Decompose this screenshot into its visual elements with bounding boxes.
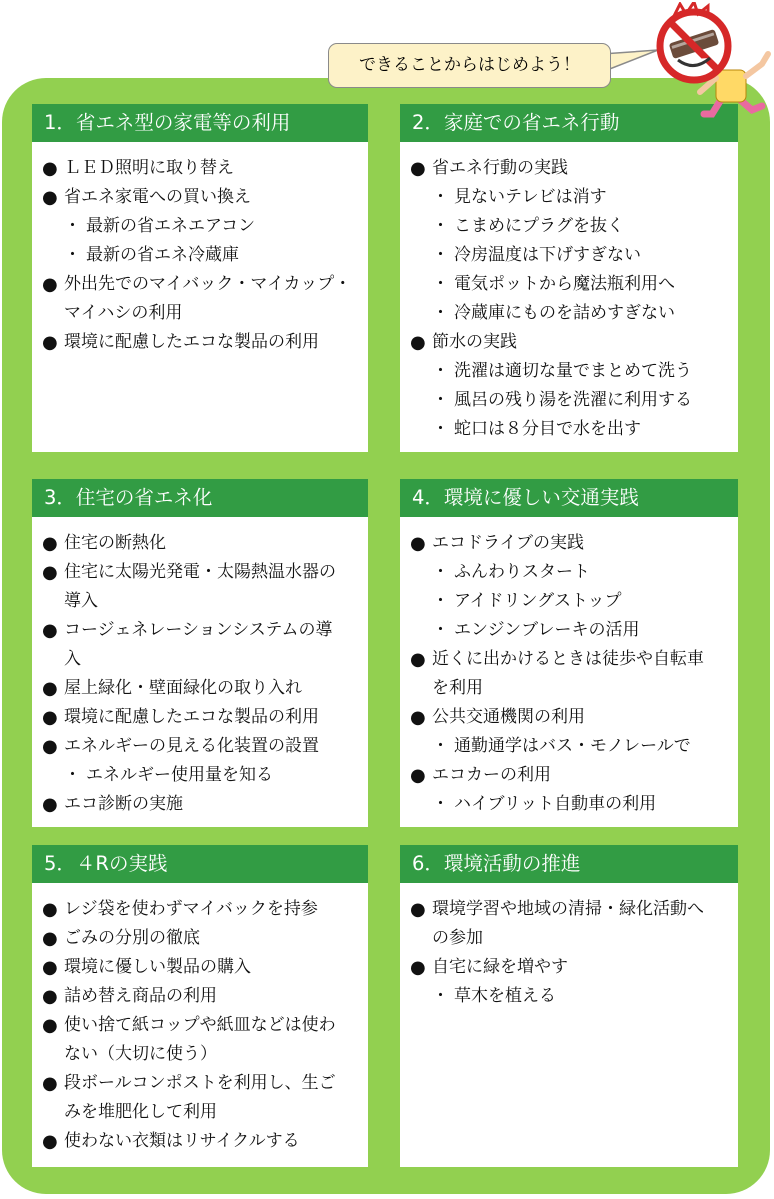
panel-title: 2．家庭での省エネ行動 xyxy=(400,104,738,142)
panel-title: 6．環境活動の推進 xyxy=(400,845,738,883)
sub-list-item: ・ 洗濯は適切な量でまとめて洗う xyxy=(410,359,732,384)
list-item: ● 環境に配慮したエコな製品の利用 xyxy=(42,705,362,730)
sub-list-item: ・ こまめにプラグを抜く xyxy=(410,214,732,239)
item-list xyxy=(42,527,362,817)
item-list xyxy=(410,152,732,442)
sub-list-item: ・ ふんわりスタート xyxy=(410,560,732,585)
sub-list-item: ・ エネルギー使用量を知る xyxy=(42,763,362,788)
list-item: ● 詰め替え商品の利用 xyxy=(42,984,362,1009)
speech-bubble: できることからはじめよう！ xyxy=(328,43,611,88)
list-item: ● 省エネ行動の実践 xyxy=(410,156,732,181)
sub-list-item: ・ 風呂の残り湯を洗濯に利用する xyxy=(410,388,732,413)
list-item: ● レジ袋を使わずマイバックを持参 xyxy=(42,897,362,922)
list-item: 導入 xyxy=(64,591,98,611)
panel-title: 3．住宅の省エネ化 xyxy=(32,479,368,517)
list-item: みを堆肥化して利用 xyxy=(64,1102,217,1122)
item-list xyxy=(410,527,732,817)
sub-list-item: ・ 電気ポットから魔法瓶利用へ xyxy=(410,272,732,297)
list-item: ● ごみの分別の徹底 xyxy=(42,926,362,951)
list-item: ● 近くに出かけるときは徒歩や自転車 xyxy=(410,647,732,672)
sub-list-item: ・ エンジンブレーキの活用 xyxy=(410,618,732,643)
sub-list-item: ・ 最新の省エネ冷蔵庫 xyxy=(42,243,362,268)
list-item: ● 段ボールコンポストを利用し、生ご xyxy=(42,1071,362,1096)
list-item: を利用 xyxy=(432,678,483,698)
list-item: ● エコ診断の実施 xyxy=(42,792,362,817)
list-item: ● 環境に配慮したエコな製品の利用 xyxy=(42,330,362,355)
list-item: ● 省エネ家電への買い換え xyxy=(42,185,362,210)
panel-title: 1．省エネ型の家電等の利用 xyxy=(32,104,368,142)
list-item: 入 xyxy=(64,649,81,669)
list-item: ● ＬＥＤ照明に取り替え xyxy=(42,156,362,181)
list-item: ● 自宅に緑を増やす xyxy=(410,955,732,980)
panel-title: 4．環境に優しい交通実践 xyxy=(400,479,738,517)
list-item: ● 環境に優しい製品の購入 xyxy=(42,955,362,980)
panel-2 xyxy=(400,104,738,452)
list-item: ● 屋上緑化・壁面緑化の取り入れ xyxy=(42,676,362,701)
panel-title: 5．４Rの実践 xyxy=(32,845,368,883)
list-item: ● 外出先でのマイバック・マイカップ・ xyxy=(42,272,362,297)
list-item: ● 住宅の断熱化 xyxy=(42,531,362,556)
sub-list-item: ・ 冷蔵庫にものを詰めすぎない xyxy=(410,301,732,326)
sub-list-item: ・ 冷房温度は下げすぎない xyxy=(410,243,732,268)
list-item: ● エネルギーの見える化装置の設置 xyxy=(42,734,362,759)
list-item: ● 節水の実践 xyxy=(410,330,732,355)
sub-list-item: ・ 通勤通学はバス・モノレールで xyxy=(410,734,732,759)
item-list xyxy=(42,152,362,355)
item-list xyxy=(42,893,362,1154)
list-item: ● 住宅に太陽光発電・太陽熱温水器の xyxy=(42,560,362,585)
list-item: ● エコドライブの実践 xyxy=(410,531,732,556)
sub-list-item: ・ 見ないテレビは消す xyxy=(410,185,732,210)
list-item: ない（大切に使う） xyxy=(64,1044,217,1064)
list-item: ● 使わない衣類はリサイクルする xyxy=(42,1129,362,1154)
list-item: マイハシの利用 xyxy=(64,303,183,323)
mascot-icon xyxy=(634,2,774,120)
list-item: ● コージェネレーションシステムの導 xyxy=(42,618,362,643)
sub-list-item: ・ ハイブリット自動車の利用 xyxy=(410,792,732,817)
item-list xyxy=(410,893,732,1009)
sub-list-item: ・ 蛇口は８分目で水を出す xyxy=(410,417,732,442)
panel-4 xyxy=(400,479,738,827)
panel-5 xyxy=(32,845,368,1167)
list-item: ● エコカーの利用 xyxy=(410,763,732,788)
sub-list-item: ・ 草木を植える xyxy=(410,984,732,1009)
sub-list-item: ・ 最新の省エネエアコン xyxy=(42,214,362,239)
panel-1 xyxy=(32,104,368,452)
list-item: の参加 xyxy=(432,928,483,948)
list-item: ● 環境学習や地域の清掃・緑化活動へ xyxy=(410,897,732,922)
list-item: ● 公共交通機関の利用 xyxy=(410,705,732,730)
panel-3 xyxy=(32,479,368,827)
panel-6 xyxy=(400,845,738,1167)
sub-list-item: ・ アイドリングストップ xyxy=(410,589,732,614)
list-item: ● 使い捨て紙コップや紙皿などは使わ xyxy=(42,1013,362,1038)
